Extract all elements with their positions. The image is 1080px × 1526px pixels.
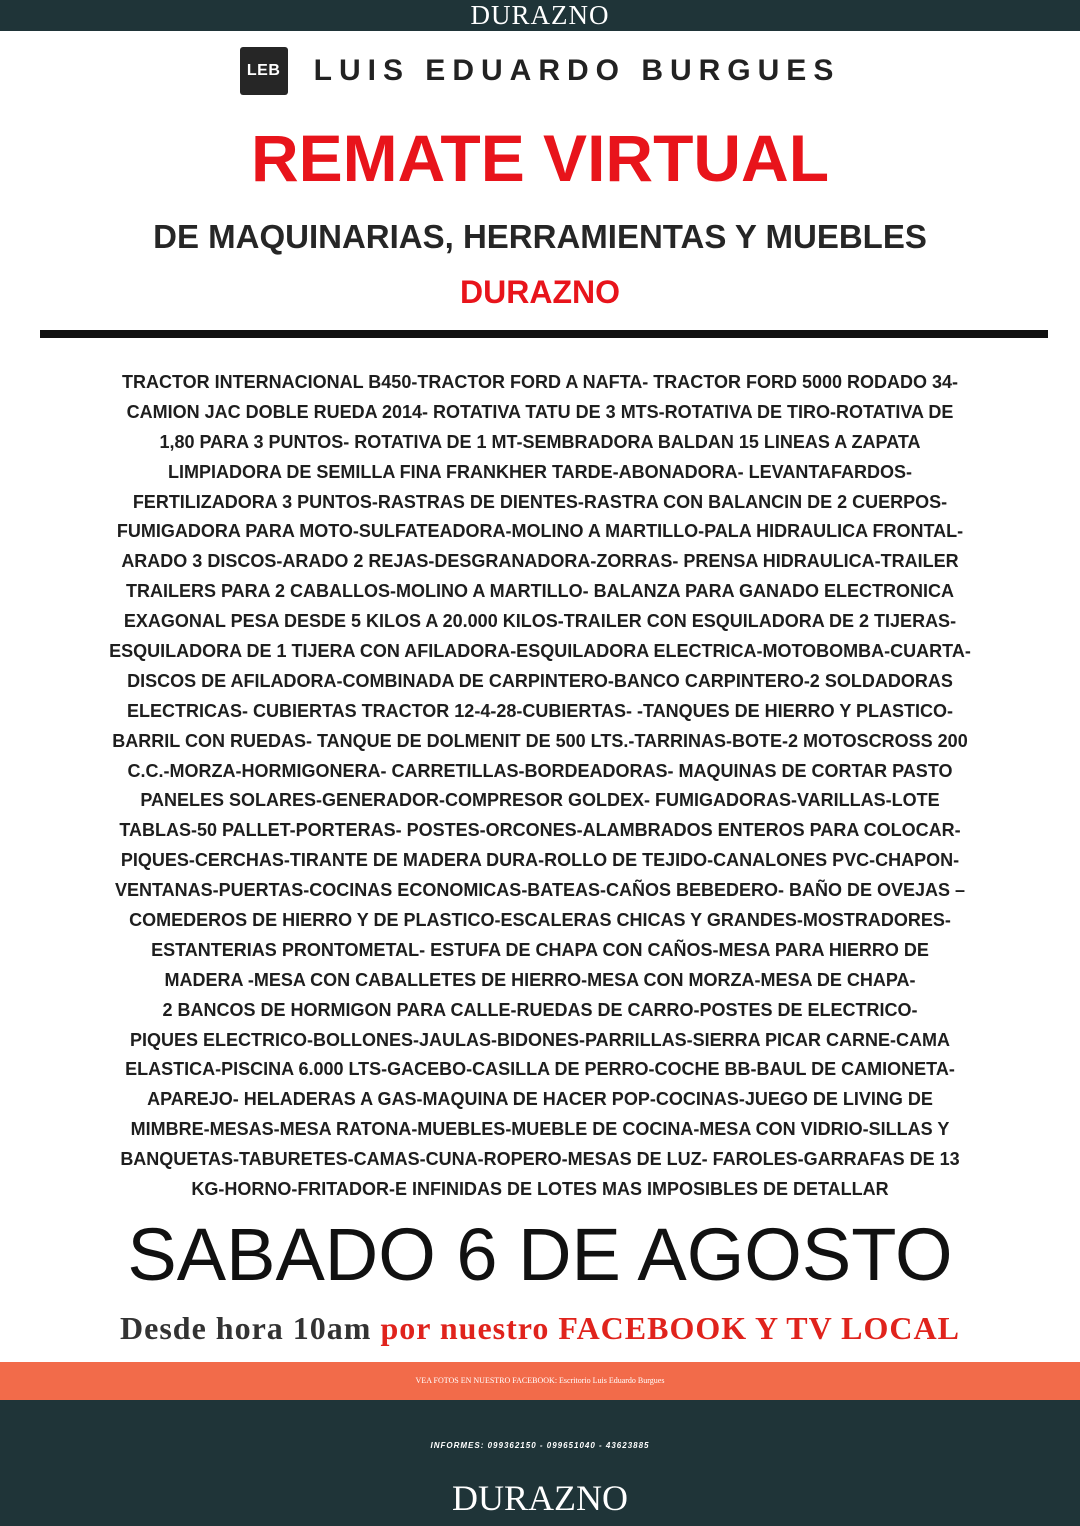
top-city-banner: DURAZNO	[0, 0, 1080, 31]
lot-line: APAREJO- HELADERAS A GAS-MAQUINA DE HACER POP-COCINAS-JUEGO DE LIVING DE	[147, 1089, 933, 1110]
lot-line: ESQUILADORA DE 1 TIJERA CON AFILADORA-ESQUILADORA ELECTRICA-MOTOBOMBA-CUARTA-	[109, 641, 971, 662]
broadcast-time: Desde hora 10am	[120, 1310, 372, 1346]
broadcast-channel: por nuestro FACEBOOK Y TV LOCAL	[380, 1310, 960, 1346]
lot-line: PANELES SOLARES-GENERADOR-COMPRESOR GOLDEX- FUMIGADORAS-VARILLAS-LOTE	[140, 790, 940, 811]
contact-phones: INFORMES: 099362150 - 099651040 - 43623885	[430, 1441, 650, 1450]
lot-line: ELECTRICAS- CUBIERTAS TRACTOR 12-4-28-CUBIERTAS- -TANQUES DE HIERRO Y PLASTICO-	[126, 700, 954, 721]
lot-line: PIQUES ELECTRICO-BOLLONES-JAULAS-BIDONES-PARRILLAS-SIERRA PICAR CARNE-CAMA	[129, 1029, 950, 1050]
lot-line: TRAILERS PARA 2 CABALLOS-MOLINO A MARTILLO- BALANZA PARA GANADO ELECTRONICA	[126, 581, 954, 602]
lot-line: PIQUES-CERCHAS-TIRANTE DE MADERA DURA-ROLLO DE TEJIDO-CANALONES PVC-CHAPON-	[120, 850, 960, 871]
lot-line: C.C.-MORZA-HORMIGONERA- CARRETILLAS-BORDEADORAS- MAQUINAS DE CORTAR PASTO	[127, 760, 953, 781]
lot-line: CAMION JAC DOBLE RUEDA 2014- ROTATIVA TATU DE 3 MTS-ROTATIVA DE TIRO-ROTATIVA DE	[126, 401, 954, 422]
subtitle-city: DURAZNO	[460, 274, 620, 310]
lot-line: FERTILIZADORA 3 PUNTOS-RASTRAS DE DIENTES-RASTRA CON BALANCIN DE 2 CUERPOS-	[132, 491, 948, 512]
lot-line: ESTANTERIAS PRONTOMETAL- ESTUFA DE CHAPA CON CAÑOS-MESA PARA HIERRO DE	[151, 939, 929, 960]
lot-line: 1,80 PARA 3 PUNTOS- ROTATIVA DE 1 MT-SEMBRADORA BALDAN 15 LINEAS A ZAPATA	[159, 431, 921, 452]
leb-logo-icon: LEB	[240, 47, 288, 95]
lot-line: TRACTOR INTERNACIONAL B450-TRACTOR FORD A NAFTA- TRACTOR FORD 5000 RODADO 34-	[121, 372, 959, 392]
lot-line: DISCOS DE AFILADORA-COMBINADA DE CARPINTERO-BANCO CARPINTERO-2 SOLDADORAS	[127, 670, 953, 691]
lot-line: ARADO 3 DISCOS-ARADO 2 REJAS-DESGRANADORA-ZORRAS- PRENSA HIDRAULICA-TRAILER	[121, 551, 959, 572]
lot-line: BANQUETAS-TABURETES-CAMAS-CUNA-ROPERO-MESAS DE LUZ- FAROLES-GARRAFAS DE 13	[120, 1149, 960, 1170]
brand-header	[0, 46, 1080, 96]
footer-city: DURAZNO	[452, 1478, 628, 1518]
lot-line: FUMIGADORA PARA MOTO-SULFATEADORA-MOLINO A MARTILLO-PALA HIDRAULICA FRONTAL-	[116, 521, 964, 542]
lot-line: LIMPIADORA DE SEMILLA FINA FRANKHER TARDE-ABONADORA- LEVANTAFARDOS-	[168, 461, 912, 482]
lot-line: VENTANAS-PUERTAS-COCINAS ECONOMICAS-BATEAS-CAÑOS BEBEDERO- BAÑO DE OVEJAS –	[114, 880, 966, 901]
facebook-banner: VEA FOTOS EN NUESTRO FACEBOOK: Escritorio Luis Eduardo Burgues	[0, 1362, 1080, 1400]
lot-line: 2 BANCOS DE HORMIGON PARA CALLE-RUEDAS DE CARRO-POSTES DE ELECTRICO-	[162, 999, 918, 1020]
divider	[40, 330, 1048, 338]
lot-line: MADERA -MESA CON CABALLETES DE HIERRO-MESA CON MORZA-MESA DE CHAPA-	[164, 969, 916, 990]
lot-line: TABLAS-50 PALLET-PORTERAS- POSTES-ORCONES-ALAMBRADOS ENTEROS PARA COLOCAR-	[119, 820, 961, 841]
page-subtitle: DE MAQUINARIAS, HERRAMIENTAS Y MUEBLES	[153, 218, 927, 255]
lot-line: EXAGONAL PESA DESDE 5 KILOS A 20.000 KILOS-TRAILER CON ESQUILADORA DE 2 TIJERAS-	[123, 611, 957, 632]
auction-date: SABADO 6 DE AGOSTO	[127, 1213, 953, 1296]
broadcast-info	[0, 1306, 1080, 1350]
lot-line: ELASTICA-PISCINA 6.000 LTS-GACEBO-CASILLA DE PERRO-COCHE BB-BAUL DE CAMIONETA-	[125, 1059, 955, 1080]
lot-line: KG-HORNO-FRITADOR-E INFINIDAS DE LOTES MAS IMPOSIBLES DE DETALLAR	[191, 1179, 889, 1200]
lot-line: COMEDEROS DE HIERRO Y DE PLASTICO-ESCALERAS CHICAS Y GRANDES-MOSTRADORES-	[129, 910, 951, 931]
lots-list	[14, 368, 1066, 1205]
company-name: LUIS EDUARDO BURGUES	[313, 54, 841, 87]
page-title: REMATE VIRTUAL	[250, 121, 830, 195]
lot-line: BARRIL CON RUEDAS- TANQUE DE DOLMENIT DE 500 LTS.-TARRINAS-BOTE-2 MOTOSCROSS 200	[112, 730, 968, 751]
lot-line: MIMBRE-MESAS-MESA RATONA-MUEBLES-MUEBLE DE COCINA-MESA CON VIDRIO-SILLAS Y	[130, 1119, 950, 1140]
